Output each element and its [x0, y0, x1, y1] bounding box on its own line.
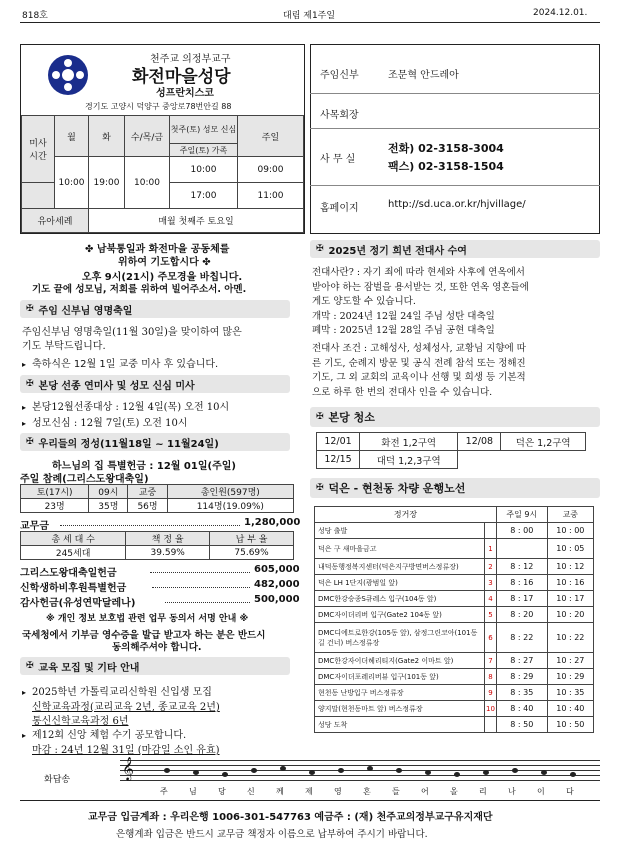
- edu-line-3: 통신신학교육과정 6년: [32, 716, 129, 727]
- office-label: 사 무 실: [320, 154, 356, 165]
- mass-times-table: [21, 115, 304, 233]
- lyric-syllable: 영: [334, 787, 342, 796]
- music-note: [193, 770, 199, 775]
- special-offering: 하느님의 집 특별헌금 : 12월 01일(주일): [52, 461, 236, 472]
- bullet-icon: ▸: [22, 731, 27, 740]
- music-note: [396, 768, 402, 773]
- music-note: [512, 768, 518, 773]
- col-sat: 첫주(토) 성모 신심: [170, 116, 238, 144]
- hymn-label: 화답송: [44, 775, 71, 785]
- lyric-syllable: 신: [247, 787, 255, 796]
- cross-icon: ✠: [26, 304, 34, 314]
- lyric-syllable: 다: [566, 787, 574, 796]
- time-sun1: 09:00: [238, 157, 304, 183]
- parish-logo-icon: [48, 55, 88, 95]
- bullet-icon: ▸: [22, 688, 27, 697]
- music-note: [425, 770, 431, 775]
- time-sat2: 17:00: [170, 183, 238, 209]
- feast-body-1: 주임신부님 영명축일(11월 30일)을 맞이하여 많은: [22, 327, 242, 338]
- col-sun: 주일: [238, 116, 304, 157]
- section-cleaning: ✠ 본당 청소: [310, 407, 600, 427]
- office-phone: 전화) 02-3158-3004: [388, 142, 504, 155]
- edu-line-5: 마감 : 24년 12월 31일 (마감일 소인 유효): [32, 745, 220, 756]
- time-wed: 10:00: [125, 157, 170, 209]
- music-note: [222, 772, 228, 777]
- parish-name: 화전마을성당: [132, 67, 231, 87]
- bullet-icon: ▸: [22, 360, 27, 369]
- shuttle-table: 정거장 주일 9시 교중 성당 출발 8 : 00 10 : 00 덕은 구 새마을금고 1 10 : 05 내덕동행정복지센터(덕은지구방면버스정류장) 2 8 : 12 10 : 12 덕은 LH 1단지(광범일 앞) 3 8 : 16 10 : 16 DMC한강승종S큐레스 입구(104동 앞) 4 8 : 17 10 : 17 DMC자이더리버 입구(Gate2 104동 앞) 5 8 : 20 10 : 20 DMC디에트로한강(105동 앞), 삼정그린코아(101동 길 건너) 버스정류장 6 8 : 22 10 : 22 DMC한강자이더헤리티지(Gate2 이마트 앞) 7 8 : 27 10 : 27 DMC자이더포레리버뷰 입구(101동 앞) 8 8 : 29 10 : 29 현천동 난방입구 버스정류장 9 8 : 35 10 : 35 양지말(현천동마트 앞) 버스정류장 10 8 : 40 10 : 40 성당 도착 8 : 50 10 : 50: [314, 506, 594, 733]
- issue-date: 2024.12.01.: [533, 8, 588, 18]
- col-wed: 수/목/금: [125, 116, 170, 157]
- lyric-syllable: 당: [218, 787, 226, 796]
- music-note: [338, 768, 344, 773]
- time-tue: 19:00: [89, 157, 125, 209]
- lyric-syllable: 님: [189, 787, 197, 796]
- lyric-syllable: 나: [508, 787, 516, 796]
- music-note: [280, 766, 286, 771]
- shuttle-row: 성당 도착 8 : 50 10 : 50: [315, 717, 594, 733]
- family-table: 총 세 대 수 책 정 율 납 부 율 245세대 39.59% 75.69%: [20, 531, 294, 560]
- cross-icon: ✠: [316, 483, 324, 493]
- shuttle-row: DMC한강승종S큐레스 입구(104동 앞) 4 8 : 17 10 : 17: [315, 591, 594, 607]
- cross-icon: ✠: [26, 437, 34, 447]
- jubilee-close: 폐막 : 2025년 12월 28일 주님 공현 대축일: [312, 325, 495, 336]
- prayer-line-1: ✤ 남북통일과 화전마을 공동체를: [85, 244, 230, 255]
- shuttle-row: 현천동 난방입구 버스정류장 9 8 : 35 10 : 35: [315, 685, 594, 701]
- prayer-line-3: 오후 9시(21시) 주모경을 바칩니다.: [82, 272, 243, 283]
- shuttle-row: DMC한강자이더헤리티지(Gate2 이마트 앞) 7 8 : 27 10 : 27: [315, 653, 594, 669]
- priest-name: 조문혁 안드레아: [388, 70, 459, 81]
- bullet-icon: ▸: [22, 419, 27, 428]
- privacy-notice-title: ※ 개인 정보 보호법 관련 업무 동의서 서명 안내 ※: [46, 614, 249, 624]
- music-note: [309, 770, 315, 775]
- time-sun2: 11:00: [238, 183, 304, 209]
- privacy-notice-body-2: 동의해주셔야 합니다.: [112, 642, 202, 653]
- privacy-notice-body: 국세청에서 기부금 영수증을 발급 받고자 하는 분은 반드시: [22, 630, 266, 641]
- edu-line-1: ▸ 2025학년 가톨릭교리신학원 신입생 모집: [22, 687, 212, 698]
- music-note: [483, 770, 489, 775]
- lyric-syllable: 리: [479, 787, 487, 796]
- lyric-syllable: 올: [450, 787, 458, 796]
- shuttle-row: 성당 출발 8 : 00 10 : 00: [315, 523, 594, 539]
- prayer-line-2: 위하여 기도합시다 ✤: [118, 257, 211, 268]
- cross-icon: ✠: [316, 412, 324, 422]
- footer-note: 은행계좌 입금은 반드시 교무금 책정자 이름으로 납부하여 주시기 바랍니다.: [116, 829, 428, 840]
- lyric-syllable: 이: [537, 787, 545, 796]
- council-label: 사목회장: [320, 110, 359, 121]
- shuttle-row: DMC자이더리버 입구(Gate2 104동 앞) 5 8 : 20 10 : 20: [315, 607, 594, 623]
- lyric-syllable: 주: [160, 787, 168, 796]
- music-note: [164, 768, 170, 773]
- priest-label: 주임신부: [320, 70, 359, 81]
- hymn-staff: [120, 756, 600, 782]
- section-indulgence: ✠ 2025년 정기 희년 전대사 수여: [310, 240, 600, 258]
- shuttle-row: 덕은 구 새마을금고 1 10 : 05: [315, 539, 594, 559]
- lyric-syllable: 어: [421, 787, 429, 796]
- footer-account: 교무금 입금계좌 : 우리은행 1006-301-547763 예금주 : (재) 천주교의정부교구유지재단: [88, 812, 493, 823]
- diocese-name: 천주교 의정부교구: [150, 54, 231, 65]
- col-sat-sub: 주일(토) 가족: [170, 144, 238, 157]
- col-mon: 월: [55, 116, 89, 157]
- feast-body-3: ▸ 축하식은 12월 1일 교중 미사 후 있습니다.: [22, 359, 219, 370]
- music-note: [541, 770, 547, 775]
- homepage-label: 홈페이지: [320, 203, 359, 214]
- section-shuttle-bus: ✠ 덕은 - 현천동 차량 운행노선: [310, 478, 600, 498]
- lyric-syllable: 제: [305, 787, 313, 796]
- edu-line-4: ▸ 제12회 신앙 체험 수기 공모합니다.: [22, 730, 187, 741]
- lyric-syllable: 들: [392, 787, 400, 796]
- mary-line-2: ▸ 성모신심 : 12월 7일(토) 오전 10시: [22, 418, 188, 429]
- feast-body-2: 기도 부탁드립니다.: [22, 341, 106, 352]
- shuttle-row: DMC자이더포레리버뷰 입구(101동 앞) 8 8 : 29 10 : 29: [315, 669, 594, 685]
- parish-address: 경기도 고양시 덕양구 중앙로78번안길 88: [85, 102, 232, 111]
- issue-number: 818호: [22, 11, 48, 21]
- music-note: [570, 772, 576, 777]
- infant-baptism-label: 유아세례: [22, 209, 89, 233]
- edu-line-2: 신학교육과정(교리교육 2년, 종교교육 2년): [32, 702, 220, 713]
- shuttle-row: 덕은 LH 1단지(광범일 앞) 3 8 : 16 10 : 16: [315, 575, 594, 591]
- lyric-syllable: 혼: [363, 787, 371, 796]
- section-mary-mass: ✠ 본당 선종 연미사 및 성모 신심 미사: [20, 375, 290, 393]
- treble-clef-icon: 𝄞: [122, 756, 134, 780]
- shuttle-row: 양지말(현천동마트 앞) 버스정류장 10 8 : 40 10 : 40: [315, 701, 594, 717]
- liturgical-week: 대림 제1주일: [283, 11, 336, 21]
- cross-icon: ✠: [26, 379, 34, 389]
- infant-baptism-value: 매월 첫째주 토요일: [89, 209, 304, 233]
- time-sat1: 10:00: [170, 157, 238, 183]
- mass-label: 미사 시간: [22, 116, 55, 183]
- page-header: [0, 0, 620, 20]
- shuttle-row: DMC디에트로한강(105동 앞), 삼정그린코아(101동 길 건너) 버스정류장 6 8 : 22 10 : 22: [315, 623, 594, 653]
- jubilee-open: 개막 : 2024년 12월 24일 주님 성탄 대축일: [312, 311, 495, 322]
- lyric-syllable: 께: [276, 787, 284, 796]
- parish-patron: 성프란치스코: [156, 88, 214, 99]
- time-mon: 10:00: [55, 157, 89, 209]
- office-fax: 팩스) 02-3158-1504: [388, 160, 504, 173]
- music-note: [251, 768, 257, 773]
- bullet-icon: ▸: [22, 403, 27, 412]
- music-note: [454, 772, 460, 777]
- attendance-table: 토(17시) 09시 교중 총인원(597명) 23명 35명 56명 114명(19.09%): [20, 484, 294, 513]
- cross-icon: ✠: [26, 661, 34, 671]
- homepage-url[interactable]: http://sd.uca.or.kr/hjvillage/: [388, 199, 526, 210]
- gyomu-value: 1,280,000: [244, 517, 301, 528]
- cross-icon: ✠: [316, 244, 324, 254]
- prayer-line-4: 기도 끝에 성모님, 저희를 위하여 빌어주소서. 아멘.: [32, 284, 247, 295]
- music-note: [367, 766, 373, 771]
- section-feast: ✠ 주임 신부님 영명축일: [20, 300, 290, 318]
- gyomu-label: 교무금: [20, 521, 49, 532]
- attendance-title: 주일 참례(그리스도왕대축일): [20, 474, 149, 485]
- section-education: ✠ 교육 모집 및 기타 안내: [20, 657, 290, 675]
- section-offerings: ✠ 우리들의 정성(11월18일 ~ 11월24일): [20, 433, 290, 451]
- col-tue: 화: [89, 116, 125, 157]
- mary-line-1: ▸ 본당12월선종대상 : 12월 4일(목) 오전 10시: [22, 402, 230, 413]
- cleaning-table: 12/01 화전 1,2구역 12/08 덕은 1,2구역 12/15 대덕 1,2,3구역: [316, 432, 586, 469]
- shuttle-row: 내덕동행정복지센터(덕은지구방면버스정류장) 2 8 : 12 10 : 12: [315, 559, 594, 575]
